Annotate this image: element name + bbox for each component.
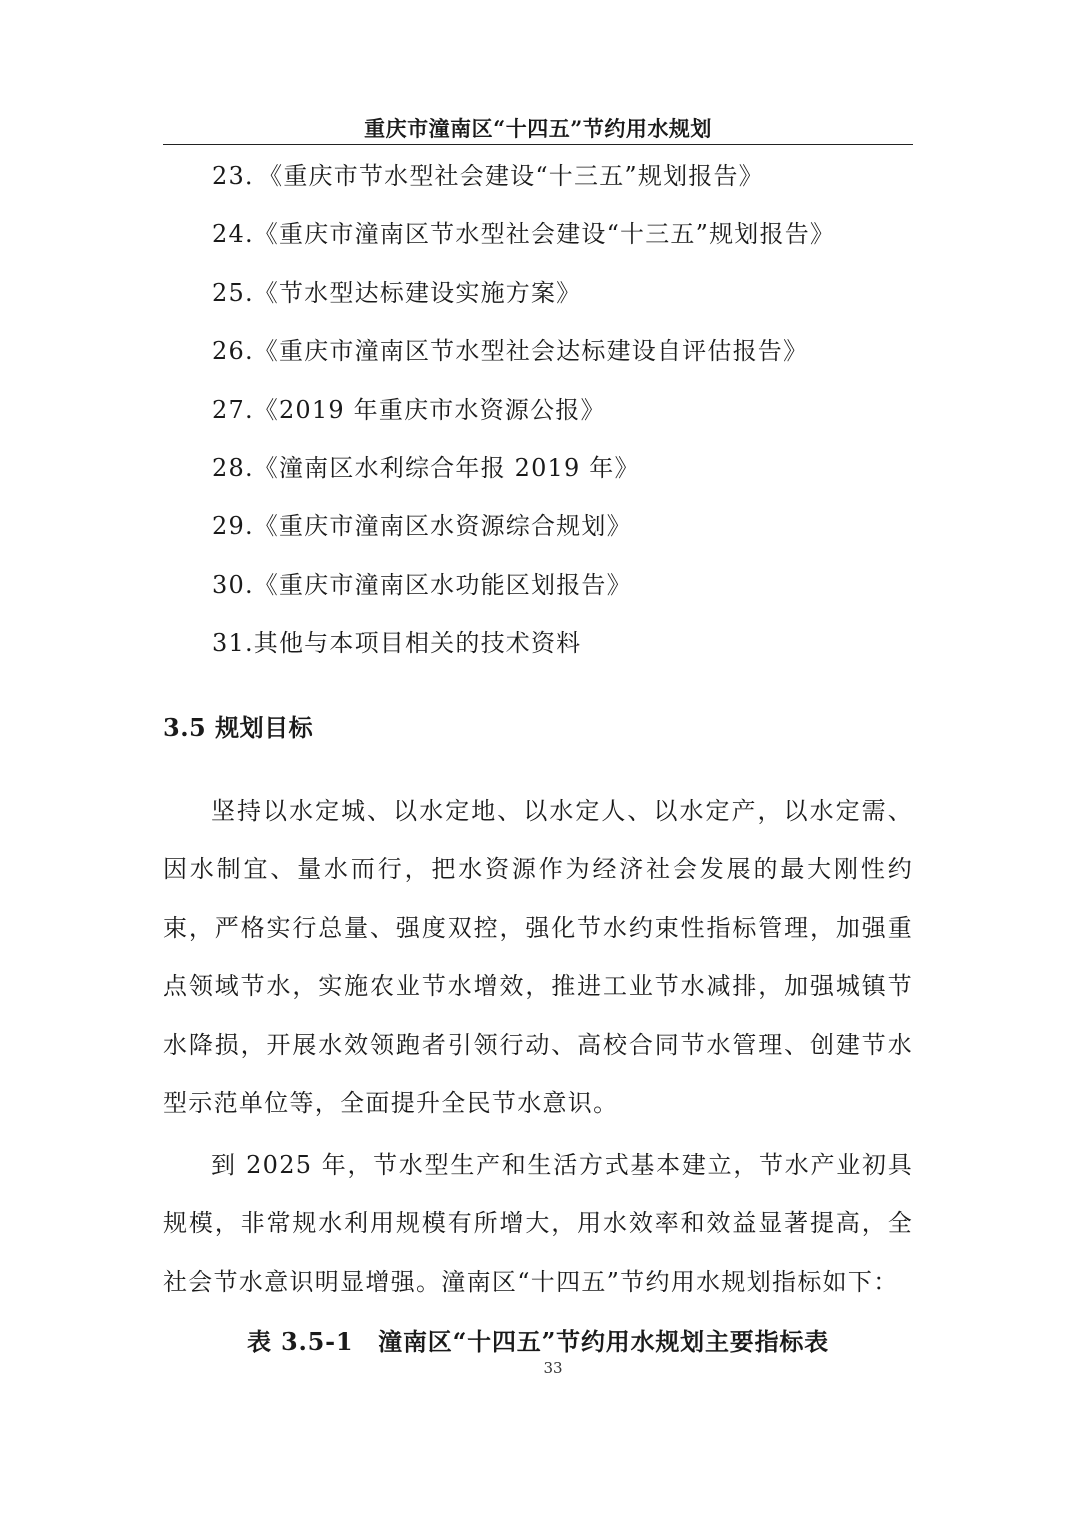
reference-item: 31.其他与本项目相关的技术资料 bbox=[212, 629, 582, 658]
page-number: 33 bbox=[543, 1359, 563, 1377]
section-heading: 3.5 规划目标 bbox=[163, 713, 314, 742]
reference-item: 28.《潼南区水利综合年报 2019 年》 bbox=[212, 453, 640, 482]
reference-item: 25.《节水型达标建设实施方案》 bbox=[212, 278, 582, 307]
reference-list bbox=[212, 156, 912, 682]
reference-item: 30.《重庆市潼南区水功能区划报告》 bbox=[212, 570, 632, 599]
reference-item: 26.《重庆市潼南区节水型社会达标建设自评估报告》 bbox=[212, 337, 809, 366]
reference-item: 27.《2019 年重庆市水资源公报》 bbox=[212, 395, 606, 424]
reference-item: 29.《重庆市潼南区水资源综合规划》 bbox=[212, 512, 632, 541]
page-header-title: 重庆市潼南区“十四五”节约用水规划 bbox=[364, 116, 712, 141]
reference-item: 24.《重庆市潼南区节水型社会建设“十三五”规划报告》 bbox=[212, 220, 836, 249]
header-divider bbox=[163, 144, 913, 145]
body-paragraph: 坚持以水定城、以水定地、以水定人、以水定产，以水定需、因水制宜、量水而行，把水资源作为经济社会发展的最大刚性约束，严格实行总量、强度双控，强化节水约束性指标管理，加强重点领域节水，实施农业节水增效，推进工业节水减排，加强城镇节水降损，开展水效领跑者引领行动、高校合同节水管理、创建节水型示范单位等，全面提升全民节水意识。 bbox=[163, 797, 913, 1118]
body-paragraph: 到 2025 年，节水型生产和生活方式基本建立，节水产业初具规模，非常规水利用规模有所增大，用水效率和效益显著提高，全社会节水意识明显增强。潼南区“十四五”节约用水规划指标如下： bbox=[163, 1151, 913, 1296]
table-caption: 表 3.5-1 潼南区“十四五”节约用水规划主要指标表 bbox=[247, 1327, 829, 1356]
reference-item: 23．《重庆市节水型社会建设“十三五”规划报告》 bbox=[212, 162, 764, 190]
